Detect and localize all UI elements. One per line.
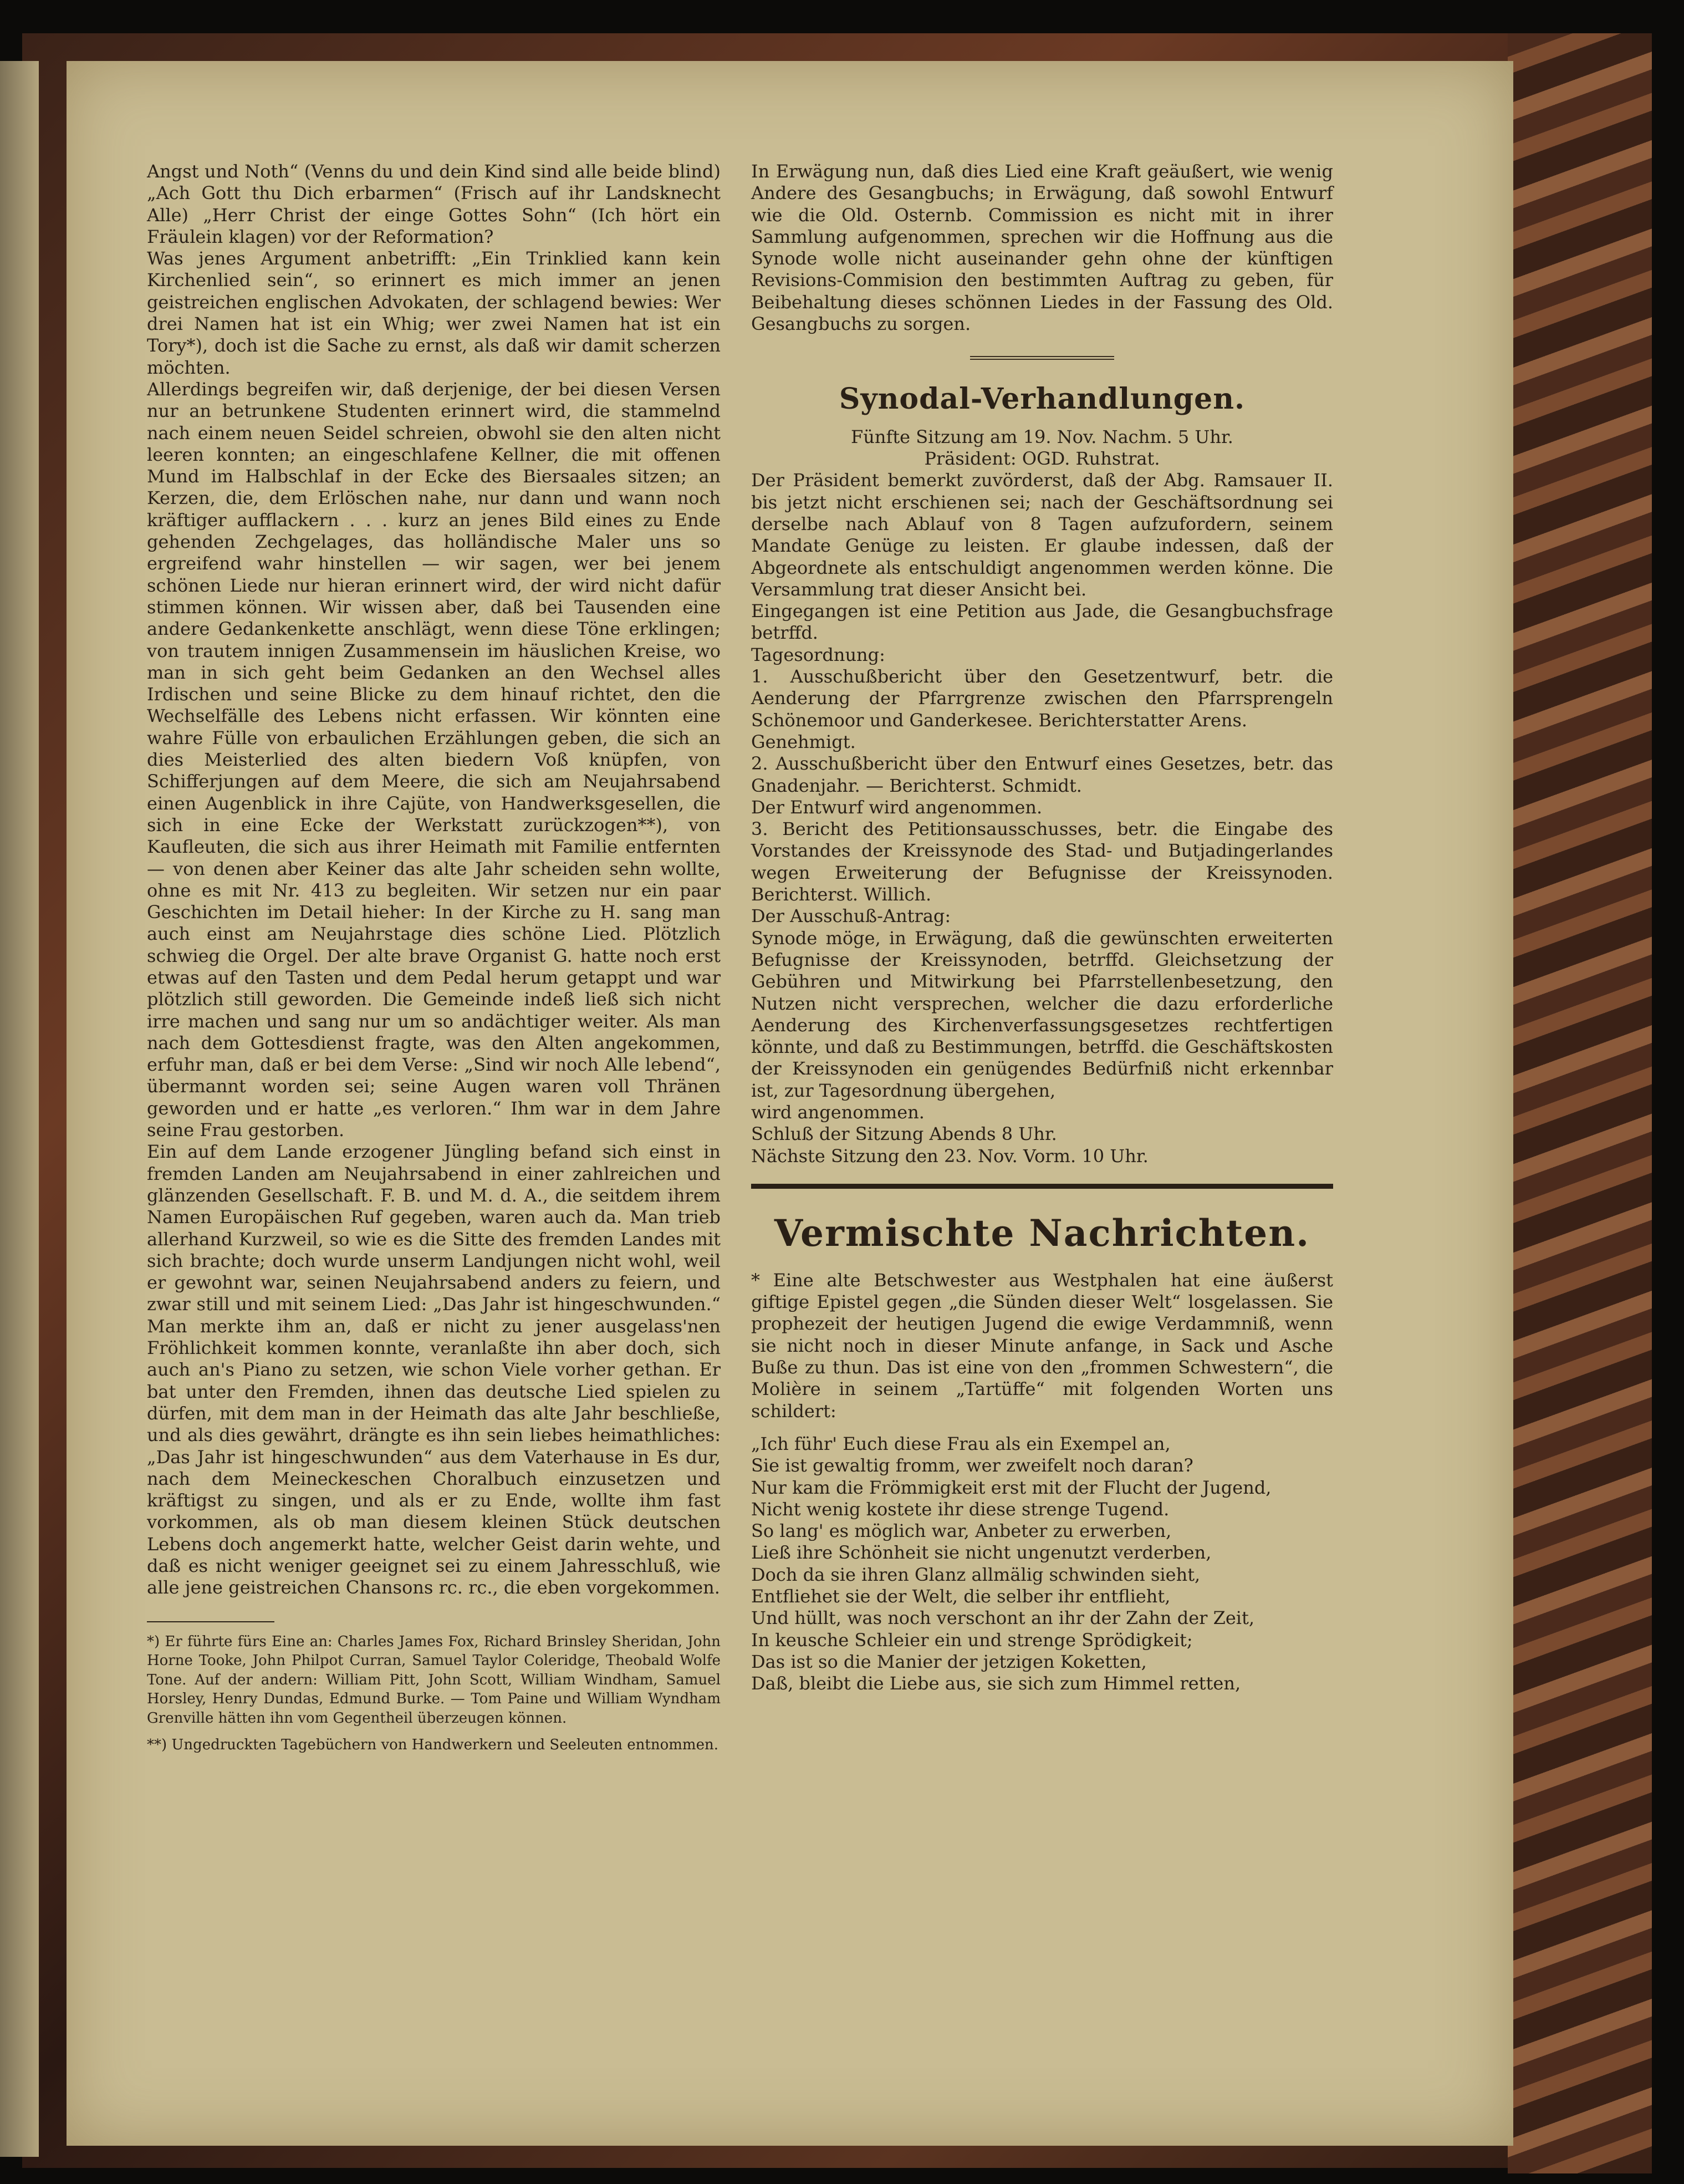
poem-block <box>751 1433 1333 1695</box>
left-column <box>147 161 721 1755</box>
thick-divider <box>751 1184 1333 1189</box>
right-column <box>751 161 1333 1695</box>
synodal-heading: Synodal-Verhandlungen. <box>839 382 1246 416</box>
footnote-1: *) Er führte fürs Eine an: Charles James Fox, Richard Brinsley Sheridan, John Horne Tooke, John Philpot Curran, Samuel Taylor Coleridge, Theobald Wolfe Tone. Auf der andern: William Pitt, John Scott, William Windham, Samuel Horsley, Henry Dundas, Edmund Burke. — Tom Paine und William Wyndham Grenville hätten ihn vom Gegentheil überzeugen können. <box>147 1633 721 1727</box>
intro-text: In Erwägung nun, daß dies Lied eine Kraft geäußert, wie wenig Andere des Gesangbuchs; in Erwägung, daß sowohl Entwurf wie die Old. Osternb. Commission es nicht mit in ihrer Sammlung aufgenommen, sprechen wir die Hoffnung aus die Synode wolle nicht auseinander gehn ohne der künftigen Revisions-Commision den bestimmten Auftrag zu geben, für Beibehaltung dieses schönnen Liedes in der Fassung des Old. Gesangbuchs zu sorgen. <box>751 161 1333 335</box>
news-heading: Vermischte Nachrichten. <box>774 1211 1310 1255</box>
left-main-text: Angst und Noth“ (Venns du und dein Kind sind alle beide blind) „Ach Gott thu Dich erbarmen“ (Frisch auf ihr Landsknecht Alle) „Herr Christ der einge Gottes Sohn“ (Ich hört ein Fräulein klagen) vor der Reformation? Was jenes Argument anbetrifft: „Ein Trinklied kann kein Kirchenlied sein“, so erinnert es mich immer an jenen geistreichen englischen Advokaten, der schlagend bewies: Wer drei Namen hat ist ein Whig; wer zwei Namen hat ist ein Tory*), doch ist die Sache zu ernst, als daß wir damit scherzen möchten. Allerdings begreifen wir, daß derjenige, der bei diesen Versen nur an betrunkene Studenten erinnert wird, die stammelnd nach einem neuen Seidel schreien, obwohl sie den alten nicht leeren konnten; an eingeschlafene Kellner, die mit offenen Mund im Halbschlaf in der Ecke des Biersaales sitzen; an Kerzen, die, dem Erlöschen nahe, nur dann und wann noch kräftiger aufflackern . . . kurz an jenes Bild eines zu Ende gehenden Zechgelages, das holländische Maler uns so ergreifend wahr hinstellen — wir sagen, wer bei jenem schönen Liede nur hieran erinnert wird, der wird nicht dafür stimmen können. Wir wissen aber, daß bei Tausenden eine andere Gedankenkette anschlägt, wenn diese Töne erklingen; von trautem innigen Zusammensein im häuslichen Kreise, wo man in sich geht beim Gedanken an den Wechsel alles Irdischen und seine Blicke zu dem hinauf richtet, den die Wechselfälle des Lebens nicht erfassen. Wir könnten eine wahre Fülle von erbaulichen Erzählungen geben, die sich an dies Meisterlied des alten biedern Voß knüpfen, von Schifferjungen auf dem Meere, die sich am Neujahrsabend einen Augenblick in ihre Cajüte, von Handwerksgesellen, die sich in eine Ecke der Werkstatt zurückzogen**), von Kaufleuten, die sich aus ihrer Heimath mit Familie entfernten — von denen aber Keiner das alte Jahr scheiden sehn wollte, ohne es mit Nr. 413 zu begleiten. Wir setzen nur ein paar Geschichten im Detail hieher: In der Kirche zu H. sang man auch einst am Neujahrstage dies schöne Lied. Plötzlich schwieg die Orgel. Der alte brave Organist G. hatte noch erst etwas auf den Tasten und dem Pedal herum getappt und war plötzlich still geworden. Die Gemeinde indeß ließ sich nicht irre machen und sang nur um so andächtiger weiter. Als man nach dem Gottesdienst fragte, was den Alten angekommen, erfuhr man, daß er bei dem Verse: „Sind wir noch Alle lebend“, übermannt worden sei; seine Augen waren voll Thränen geworden und er hatte „es verloren.“ Ihm war in dem Jahre seine Frau gestorben. Ein auf dem Lande erzogener Jüngling befand sich einst in fremden Landen am Neujahrsabend in einer zahlreichen und glänzenden Gesellschaft. F. B. und M. d. A., die seitdem ihrem Namen Europäischen Ruf gegeben, waren auch da. Man trieb allerhand Kurzweil, so wie es die Sitte des fremden Landes mit sich brachte; doch wurde unserm Landjungen nicht wohl, weil er gewohnt war, seinen Neujahrsabend anders zu feiern, und zwar still und mit seinem Lied: „Das Jahr ist hingeschwunden.“ Man merkte ihm an, daß er nicht zu jener ausgelass'nen Fröhlichkeit kommen konnte, veranlaßte ihn aber doch, sich auch an's Piano zu setzen, wie schon Viele vorher gethan. Er bat unter den Fremden, ihnen das deutsche Lied spielen zu dürfen, mit dem man in der Heimath das alte Jahr beschließe, und als dies gewährt, drängte es ihn sein liebes heimathliches: „Das Jahr ist hingeschwunden“ aus dem Vaterhause in Es dur, nach dem Meineckeschen Choralbuch einzusetzen und kräftigst zu singen, und als er zu Ende, wollte ihm fast vorkommen, als ob man diesem kleinen Stück deutschen Lebens doch angemerkt hatte, welcher Geist darin wehte, und daß es nicht weniger geeignet sei zu einem Jahresschluß, wie alle jene geistreichen Chansons rc. rc., die eben vorgekommen. <box>147 161 721 1598</box>
marbled-page-edge <box>1508 33 1652 2173</box>
session-line: Fünfte Sitzung am 19. Nov. Nachm. 5 Uhr. <box>851 426 1233 448</box>
synodal-text: Der Präsident bemerkt zuvörderst, daß der Abg. Ramsauer II. bis jetzt nicht erschienen sei; nach der Geschäftsordnung sei derselbe nach Ablauf von 8 Tagen aufzufordern, seinem Mandate Genüge zu leisten. Er glaube indessen, daß der Abgeordnete als entschuldigt angenommen werden könne. Die Versammlung trat dieser Ansicht bei. Eingegangen ist eine Petition aus Jade, die Gesangbuchsfrage betrffd. Tagesordnung: 1. Ausschußbericht über den Gesetzentwurf, betr. die Aenderung der Pfarrgrenze zwischen den Pfarrsprengeln Schönemoor und Ganderkesee. Berichterstatter Arens. Genehmigt. 2. Ausschußbericht über den Entwurf eines Gesetzes, betr. das Gnadenjahr. — Berichterst. Schmidt. Der Entwurf wird angenommen. 3. Bericht des Petitionsausschusses, betr. die Eingabe des Vorstandes der Kreissynode des Stad- und Butjadingerlandes wegen Erweiterung der Befugnisse der Kreissynoden. Berichterst. Willich. Der Ausschuß-Antrag: Synode möge, in Erwägung, daß die gewünschten erweiterten Befugnisse der Kreissynoden, betrffd. Gleichsetzung der Gebühren und Mitwirkung bei Pfarrstellenbesetzung, den Nutzen nicht versprechen, welcher die dazu erforderliche Aenderung des Kirchenverfassungsgesetzes rechtfertigen könnte, und daß zu Bestimmungen, betrffd. die Geschäftskosten der Kreissynoden ein genügendes Bedürfniß nicht erkennbar ist, zur Tagesordnung übergehen, wird angenommen. Schluß der Sitzung Abends 8 Uhr. Nächste Sitzung den 23. Nov. Vorm. 10 Uhr. <box>751 470 1333 1167</box>
previous-page-edge <box>0 61 39 2157</box>
footnote-2: **) Ungedruckten Tagebüchern von Handwerkern und Seeleuten entnommen. <box>147 1737 718 1754</box>
footnote-divider <box>147 1621 274 1622</box>
section-divider <box>970 356 1114 360</box>
poem-text: „Ich führ' Euch diese Frau als ein Exempel an, Sie ist gewaltig fromm, wer zweifelt noch daran? Nur kam die Frömmigkeit erst mit der Flucht der Jugend, Nicht wenig kostete ihr diese strenge Tugend. So lang' es möglich war, Anbeter zu erwerben, Ließ ihre Schönheit sie nicht ungenutzt verderben, Doch da sie ihren Glanz allmälig schwinden sieht, Entfliehet sie der Welt, die selber ihr entflieht, Und hüllt, was noch verschont an ihr der Zahn der Zeit, In keusche Schleier ein und strenge Sprödigkeit; Das ist so die Manier der jetzigen Koketten, Daß, bleibt die Liebe aus, sie sich zum Himmel retten, <box>751 1433 1272 1694</box>
footnotes <box>147 1632 721 1755</box>
news-text: * Eine alte Betschwester aus Westphalen hat eine äußerst giftige Epistel gegen „die Sünden dieser Welt“ losgelassen. Sie prophezeit der heutigen Jugend die ewige Verdammniß, wenn sie nicht noch in dieser Minute anfange, in Sack und Asche Buße zu thun. Das ist eine von den „frommen Schwestern“, die Molière in seinem „Tartüffe“ mit folgenden Worten uns schildert: <box>751 1269 1333 1422</box>
president-line: Präsident: OGD. Ruhstrat. <box>924 448 1160 470</box>
